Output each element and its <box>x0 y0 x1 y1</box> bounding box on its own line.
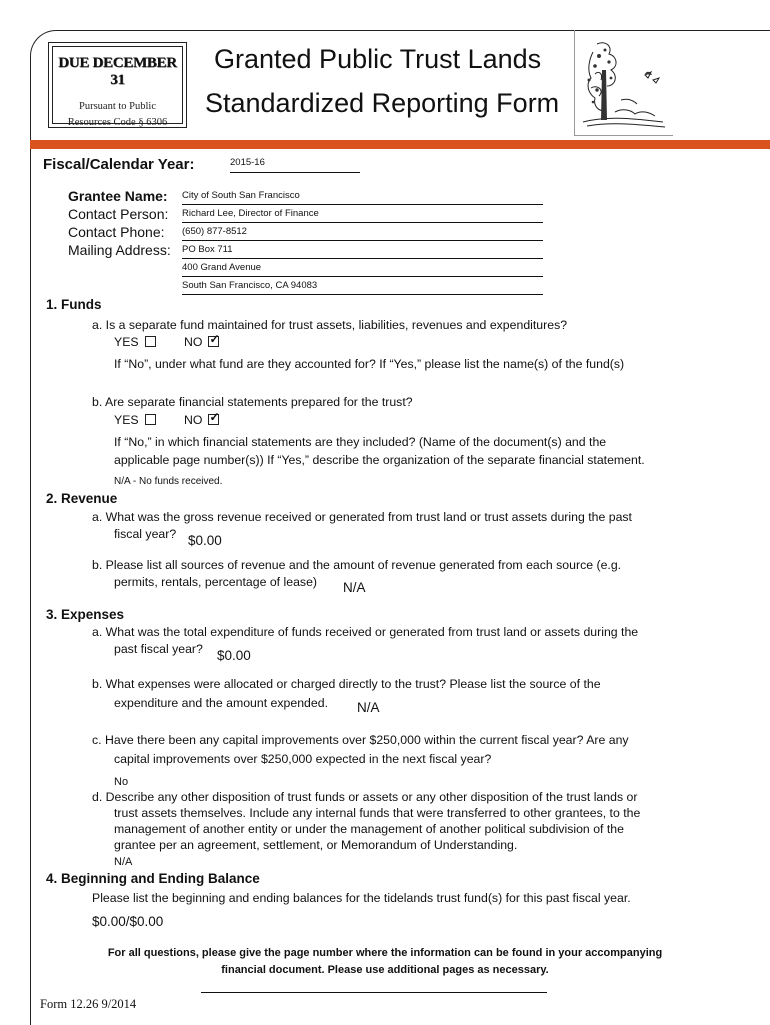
form-number: Form 12.26 9/2014 <box>40 997 137 1011</box>
funds-a-no-option[interactable] <box>184 335 219 349</box>
expenses-question-b-line-1: b. What expenses were allocated or charged directly to the trust? Please list the source of the <box>92 677 601 691</box>
balance-answer[interactable]: $0.00/$0.00 <box>92 914 164 929</box>
state-lands-logo <box>574 30 673 136</box>
funds-b-yes-option[interactable] <box>114 413 156 427</box>
mailing-address-line-1[interactable]: PO Box 711 <box>182 244 543 259</box>
citation-line-1: Pursuant to Public <box>78 101 156 112</box>
funds-b-yes-label: YES <box>114 413 139 427</box>
due-date-citation <box>53 99 182 131</box>
signature-line <box>201 992 547 993</box>
section-expenses-heading: 3. Expenses <box>46 607 125 622</box>
section-revenue-heading: 2. Revenue <box>46 491 118 506</box>
expenses-question-d-line-3: management of another entity or under the management of another political subdivision of the <box>114 822 624 836</box>
expenses-question-d-line-1: d. Describe any other disposition of trust funds or assets or any other disposition of the trust lands or <box>92 790 638 804</box>
revenue-question-b-line-1: b. Please list all sources of revenue and the amount of revenue generated from each source (e.g. <box>92 558 622 572</box>
form-title-line-2: Standardized Reporting Form <box>205 88 560 118</box>
revenue-question-a-line-2: fiscal year? <box>114 527 177 541</box>
funds-b-no-label: NO <box>184 413 203 427</box>
revenue-question-a-line-1: a. What was the gross revenue received or generated from trust land or trust assets during the past <box>92 510 632 524</box>
funds-b-follow-up-1: If “No,” in which financial statements are they included? (Name of the document(s) and the <box>114 435 607 449</box>
contact-phone-label: Contact Phone: <box>68 224 165 240</box>
funds-a-yes-checkbox[interactable] <box>145 336 156 347</box>
funds-a-follow-up: If “No”, under what fund are they accounted for? If “Yes,” please list the name(s) of the fund(s) <box>114 357 625 371</box>
grantee-name-field[interactable]: City of South San Francisco <box>182 190 543 205</box>
mailing-address-label: Mailing Address: <box>68 242 171 258</box>
section-balance-heading: 4. Beginning and Ending Balance <box>46 871 260 886</box>
contact-person-field[interactable]: Richard Lee, Director of Finance <box>182 208 543 223</box>
due-date-title: DUE DECEMBER 31 <box>58 55 177 88</box>
funds-question-b: b. Are separate financial statements prepared for the trust? <box>92 395 413 409</box>
expenses-question-a-line-2: past fiscal year? <box>114 642 203 656</box>
expenses-question-a-line-1: a. What was the total expenditure of funds received or generated from trust land or assets during the <box>92 625 639 639</box>
funds-b-answer[interactable]: N/A - No funds received. <box>114 476 223 487</box>
funds-b-no-option[interactable] <box>184 413 219 427</box>
mailing-address-line-2[interactable]: 400 Grand Avenue <box>182 262 543 277</box>
expenses-b-answer[interactable]: N/A <box>357 700 380 715</box>
fiscal-year-field[interactable]: 2015-16 <box>230 157 360 173</box>
funds-a-no-checkbox[interactable] <box>208 336 219 347</box>
expenses-question-b-line-2: expenditure and the amount expended. <box>114 696 328 710</box>
fiscal-year-label: Fiscal/Calendar Year: <box>43 156 195 173</box>
funds-b-no-checkbox[interactable] <box>208 414 219 425</box>
expenses-question-c-line-1: c. Have there been any capital improvements over $250,000 within the current fiscal year? Are any <box>92 733 629 747</box>
footer-note-line-2: financial document. Please use additional pages as necessary. <box>221 964 549 976</box>
section-funds-heading: 1. Funds <box>46 297 102 312</box>
expenses-a-answer[interactable]: $0.00 <box>217 648 251 663</box>
footer-note-line-1: For all questions, please give the page number where the information can be found in your accompanying <box>107 947 663 959</box>
funds-b-follow-up-2: applicable page number(s)) If “Yes,” describe the organization of the separate financial statement. <box>114 453 645 467</box>
expenses-c-answer[interactable]: No <box>114 776 129 788</box>
expenses-question-c-line-2: capital improvements over $250,000 expected in the next fiscal year? <box>114 752 492 766</box>
citation-line-2: Resources Code § 6306 <box>67 117 168 128</box>
revenue-b-answer[interactable]: N/A <box>343 580 366 595</box>
funds-question-a: a. Is a separate fund maintained for trust assets, liabilities, revenues and expenditures? <box>92 318 568 332</box>
form-title-line-1: Granted Public Trust Lands <box>214 44 542 74</box>
funds-a-yes-label: YES <box>114 335 139 349</box>
balance-question: Please list the beginning and ending balances for the tidelands trust fund(s) for this past fiscal year. <box>92 891 631 905</box>
expenses-d-answer[interactable]: N/A <box>114 856 133 868</box>
grantee-name-label: Grantee Name: <box>68 188 168 204</box>
revenue-a-answer[interactable]: $0.00 <box>188 533 222 548</box>
contact-phone-field[interactable]: (650) 877-8512 <box>182 226 543 241</box>
funds-a-yes-option[interactable] <box>114 335 156 349</box>
revenue-question-b-line-2: permits, rentals, percentage of lease) <box>114 575 318 589</box>
funds-b-yes-checkbox[interactable] <box>145 414 156 425</box>
funds-a-no-label: NO <box>184 335 203 349</box>
tree-logo-icon <box>575 30 673 135</box>
expenses-question-d-line-2: trust assets themselves. Include any internal funds that were transferred to other grantees, to the <box>114 806 641 820</box>
mailing-address-line-3[interactable]: South San Francisco, CA 94083 <box>182 280 543 295</box>
header-accent-bar <box>30 140 770 149</box>
contact-person-label: Contact Person: <box>68 206 169 222</box>
due-date-box <box>48 42 187 128</box>
expenses-question-d-line-4: grantee per an agreement, settlement, or Memorandum of Understanding. <box>114 838 518 852</box>
